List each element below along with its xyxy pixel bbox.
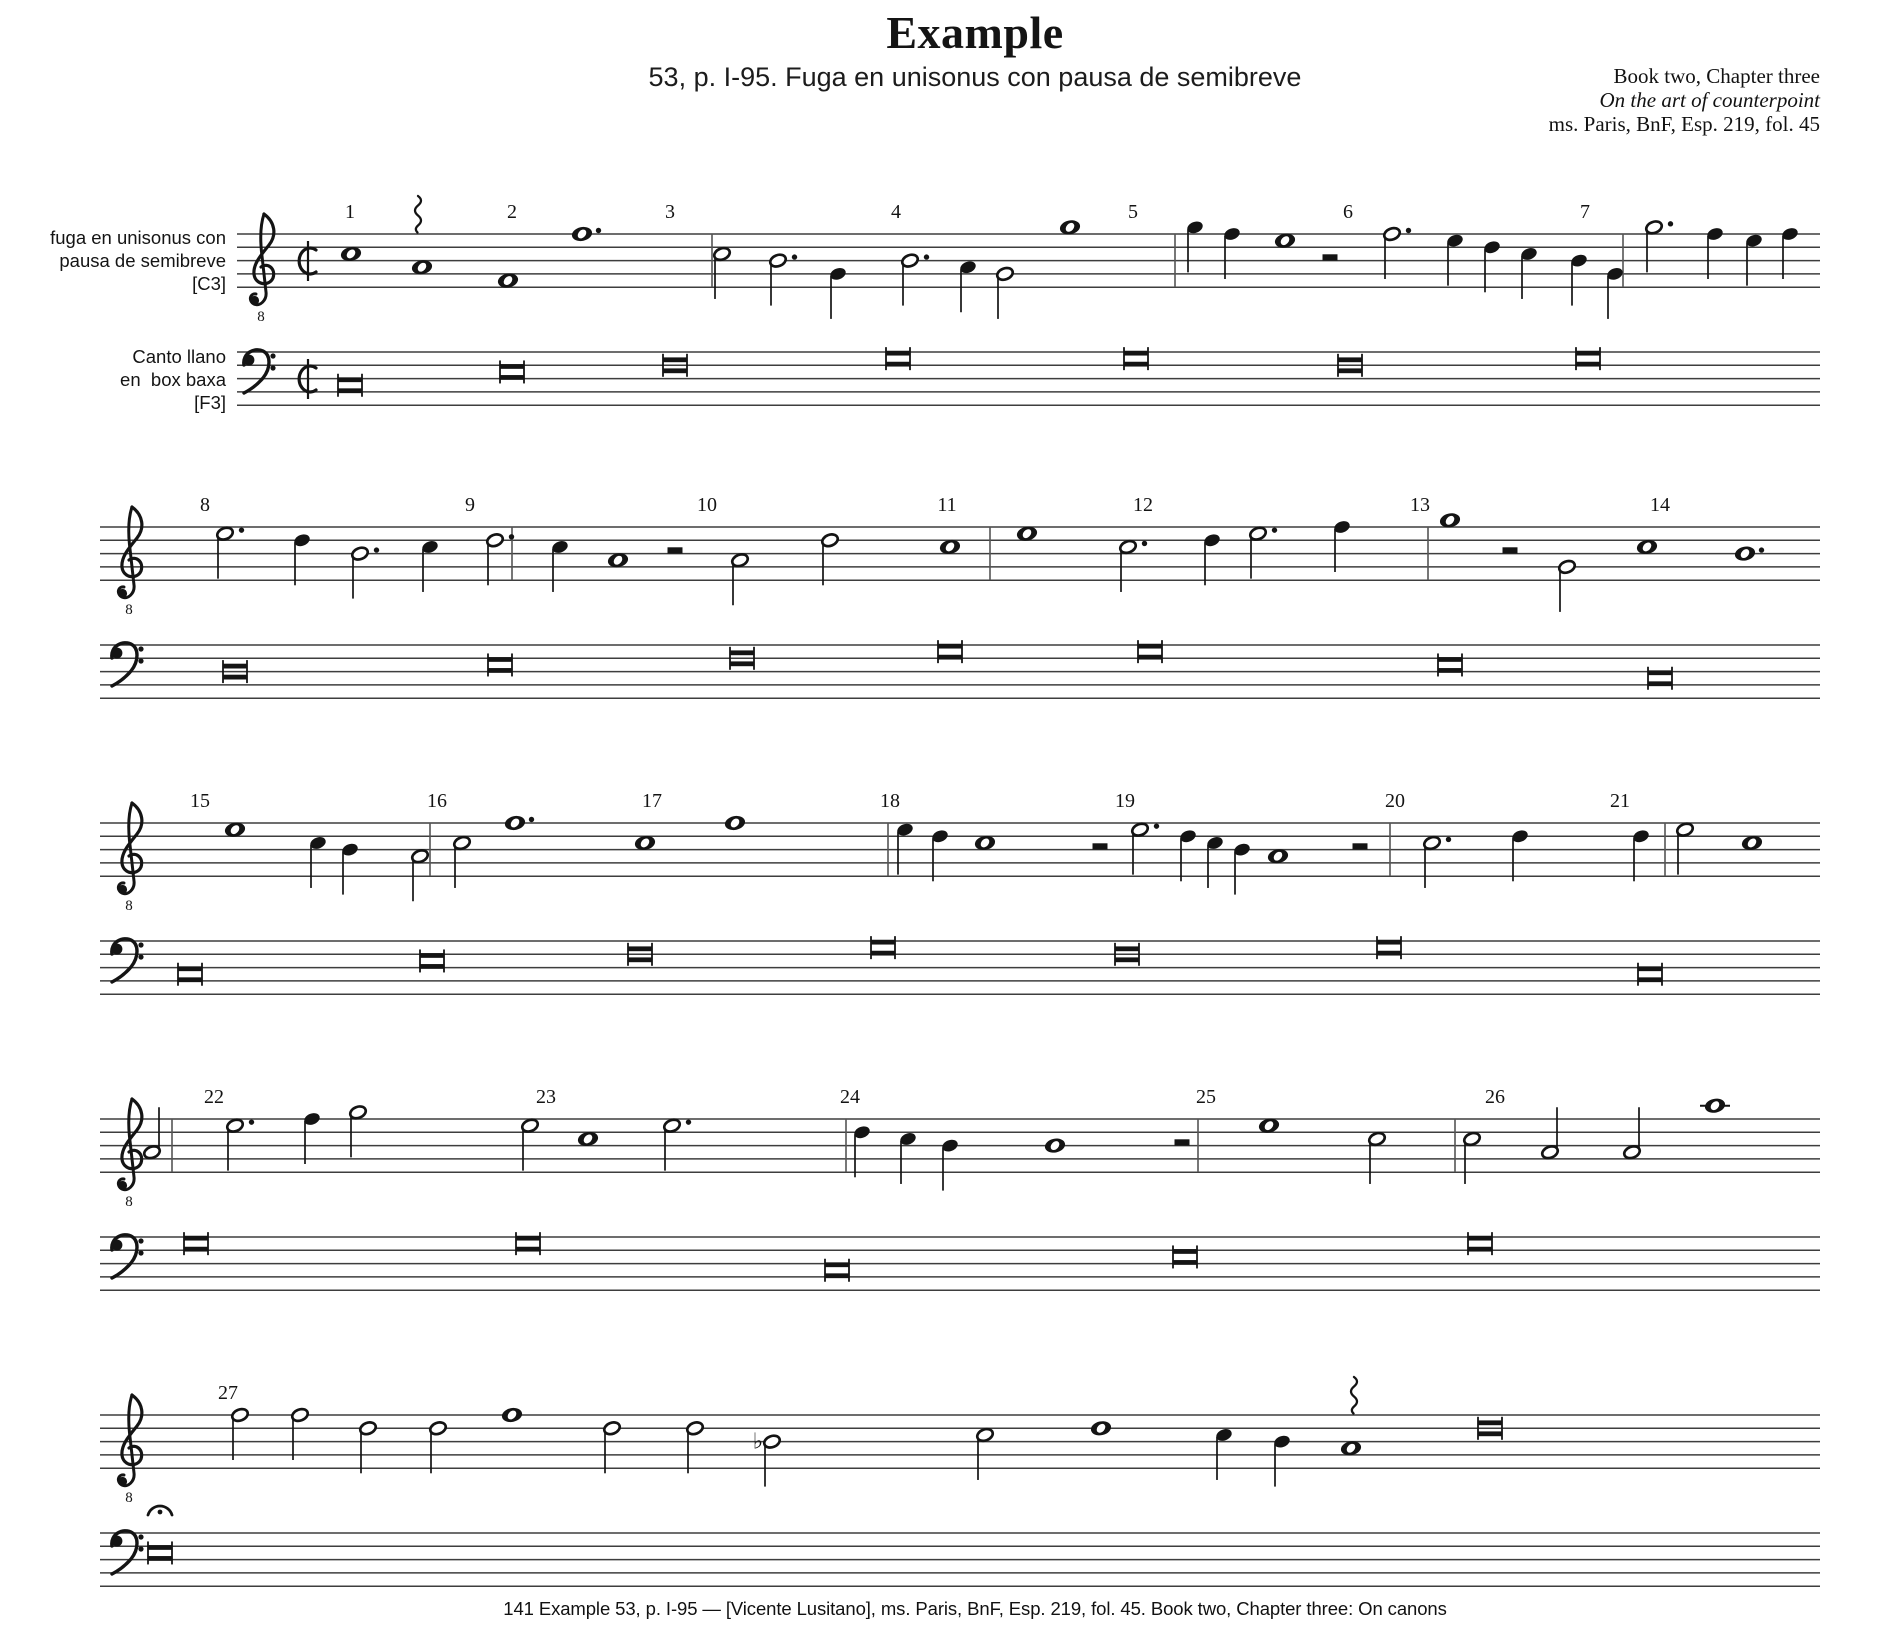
score-text: 21 xyxy=(1610,790,1630,812)
svg-text:8: 8 xyxy=(125,898,133,914)
g-clef-ottava-bassa-icon xyxy=(118,1099,142,1210)
score-text: ♭ xyxy=(752,1429,764,1455)
svg-text:8: 8 xyxy=(257,309,265,325)
score-text: 26 xyxy=(1485,1086,1505,1108)
notehead xyxy=(1676,822,1695,838)
svg-text:8: 8 xyxy=(125,1194,133,1210)
score-text: 23 xyxy=(536,1086,556,1108)
svg-text:8: 8 xyxy=(125,1490,133,1506)
breve-note xyxy=(1124,347,1148,370)
score-text: 18 xyxy=(880,790,900,812)
half-rest xyxy=(1093,843,1108,849)
squiggle-entry-mark-icon xyxy=(1351,1377,1357,1414)
f-clef-icon xyxy=(112,1531,144,1574)
f-clef-icon xyxy=(244,350,276,393)
notehead xyxy=(663,1118,682,1134)
notehead xyxy=(349,1104,368,1120)
system-2 xyxy=(100,494,1820,698)
notehead xyxy=(821,532,840,548)
half-rest xyxy=(1323,254,1338,260)
score-text: 10 xyxy=(697,494,717,516)
score-text: 17 xyxy=(642,790,662,812)
notehead xyxy=(686,1420,705,1436)
attribution-line-2: On the art of counterpoint xyxy=(1599,88,1820,112)
augmentation-dot xyxy=(1668,221,1673,226)
augmentation-dot xyxy=(1272,527,1277,532)
score-text: 20 xyxy=(1385,790,1405,812)
notehead xyxy=(1249,526,1268,542)
notehead xyxy=(1383,226,1402,242)
f-clef-icon xyxy=(112,939,144,982)
half-rest xyxy=(1175,1139,1190,1145)
half-rest xyxy=(668,547,683,553)
augmentation-dot xyxy=(1406,228,1411,233)
breve-note xyxy=(148,1541,172,1564)
augmentation-dot xyxy=(239,527,244,532)
score-text: 11 xyxy=(937,494,957,516)
notehead xyxy=(521,1118,540,1134)
notehead xyxy=(486,532,505,548)
fermata-icon xyxy=(148,1506,172,1515)
system-5 xyxy=(100,1377,1820,1586)
g-clef-ottava-bassa-icon xyxy=(118,803,142,914)
augmentation-dot xyxy=(686,1119,691,1124)
breve-note xyxy=(420,949,444,972)
g-clef-ottava-bassa-icon xyxy=(118,1395,142,1506)
score-text: Canto llano xyxy=(132,346,226,367)
notehead xyxy=(1368,1131,1387,1147)
score-text: 2 xyxy=(507,201,517,223)
notehead xyxy=(226,1118,245,1134)
score-text: [C3] xyxy=(192,273,226,294)
breve-note xyxy=(938,640,962,663)
score-text: 1 xyxy=(345,201,355,223)
system-1 xyxy=(50,196,1820,413)
score-text: en box baxa xyxy=(120,369,226,390)
augmentation-dot xyxy=(1759,547,1764,552)
breve-note xyxy=(1468,1232,1492,1255)
notehead xyxy=(976,1427,995,1443)
squiggle-entry-mark-icon xyxy=(415,196,421,233)
score-text: 19 xyxy=(1115,790,1135,812)
breve-note xyxy=(1377,936,1401,959)
notehead xyxy=(901,253,920,269)
score-text: 3 xyxy=(665,201,675,223)
g-clef-ottava-bassa-icon xyxy=(118,507,142,618)
score-text: 5 xyxy=(1128,201,1138,223)
f-clef-icon xyxy=(112,1235,144,1278)
breve-note xyxy=(871,936,895,959)
score-text: 4 xyxy=(891,201,901,223)
breve-note xyxy=(1438,653,1462,676)
breve-note xyxy=(825,1259,849,1282)
augmentation-dot xyxy=(924,254,929,259)
notehead xyxy=(731,552,750,568)
augmentation-dot xyxy=(596,228,601,233)
attribution-line-3: ms. Paris, BnF, Esp. 219, fol. 45 xyxy=(1548,112,1820,136)
page-footer: 141 Example 53, p. I-95 — [Vicente Lusitano], ms. Paris, BnF, Esp. 219, fol. 45. Book two, Chapter three: On canons xyxy=(503,1598,1447,1619)
notehead xyxy=(411,848,430,864)
f-clef-icon xyxy=(112,643,144,686)
score-text: 24 xyxy=(840,1086,860,1108)
g-clef-ottava-bassa-icon xyxy=(250,214,274,325)
score-text: 27 xyxy=(218,1382,238,1404)
augmentation-dot xyxy=(374,547,379,552)
score-text: 22 xyxy=(204,1086,224,1108)
system-4 xyxy=(100,1086,1820,1290)
notehead xyxy=(231,1407,250,1423)
notehead xyxy=(1558,559,1577,575)
page-subtitle: 53, p. I-95. Fuga en unisonus con pausa de semibreve xyxy=(648,62,1302,92)
score-text: [F3] xyxy=(194,392,226,413)
attribution-line-1: Book two, Chapter three xyxy=(1613,64,1820,88)
score-text: 8 xyxy=(200,494,210,516)
notehead xyxy=(713,246,732,262)
breve-note xyxy=(886,347,910,370)
notehead xyxy=(291,1407,310,1423)
notehead xyxy=(216,526,235,542)
notehead xyxy=(429,1420,448,1436)
svg-text:8: 8 xyxy=(125,602,133,618)
breve-note xyxy=(1638,963,1662,986)
score-text: 14 xyxy=(1650,494,1670,516)
score-text: 9 xyxy=(465,494,475,516)
notehead xyxy=(453,835,472,851)
breve-note xyxy=(178,963,202,986)
augmentation-dot xyxy=(792,254,797,259)
score-text: pausa de semibreve xyxy=(59,250,226,271)
score-text: 16 xyxy=(427,790,447,812)
notehead xyxy=(603,1420,622,1436)
page-title: Example xyxy=(886,7,1064,58)
score-text: 6 xyxy=(1343,201,1353,223)
notehead xyxy=(1463,1131,1482,1147)
score-text: fuga en unisonus con xyxy=(50,227,226,248)
breve-note xyxy=(1648,667,1672,690)
notehead xyxy=(143,1144,162,1160)
augmentation-dot xyxy=(1142,541,1147,546)
score-text: 25 xyxy=(1196,1086,1216,1108)
system-3 xyxy=(100,790,1820,994)
breve-note xyxy=(1576,347,1600,370)
score-text: 13 xyxy=(1410,494,1430,516)
augmentation-dot xyxy=(1154,823,1159,828)
notehead xyxy=(1645,219,1664,235)
breve-note xyxy=(1138,640,1162,663)
half-rest xyxy=(1503,547,1518,553)
score-text: 12 xyxy=(1133,494,1153,516)
breve-note xyxy=(500,360,524,383)
notehead xyxy=(1541,1144,1560,1160)
notehead xyxy=(763,1434,782,1450)
notehead xyxy=(1423,835,1442,851)
augmentation-dot xyxy=(1446,837,1451,842)
score-text: 15 xyxy=(190,790,210,812)
notehead xyxy=(1623,1144,1642,1160)
breve-note xyxy=(488,653,512,676)
score-text: 7 xyxy=(1580,201,1590,223)
notehead xyxy=(351,546,370,562)
breve-note xyxy=(184,1232,208,1255)
notehead xyxy=(996,266,1015,282)
notehead xyxy=(1131,822,1150,838)
half-rest xyxy=(1353,843,1368,849)
notehead xyxy=(359,1420,378,1436)
notehead xyxy=(769,253,788,269)
breve-note xyxy=(338,374,362,397)
augmentation-dot xyxy=(509,534,514,539)
notehead xyxy=(1119,539,1138,555)
breve-note xyxy=(516,1232,540,1255)
augmentation-dot xyxy=(249,1119,254,1124)
augmentation-dot xyxy=(529,817,534,822)
breve-note xyxy=(1173,1245,1197,1268)
